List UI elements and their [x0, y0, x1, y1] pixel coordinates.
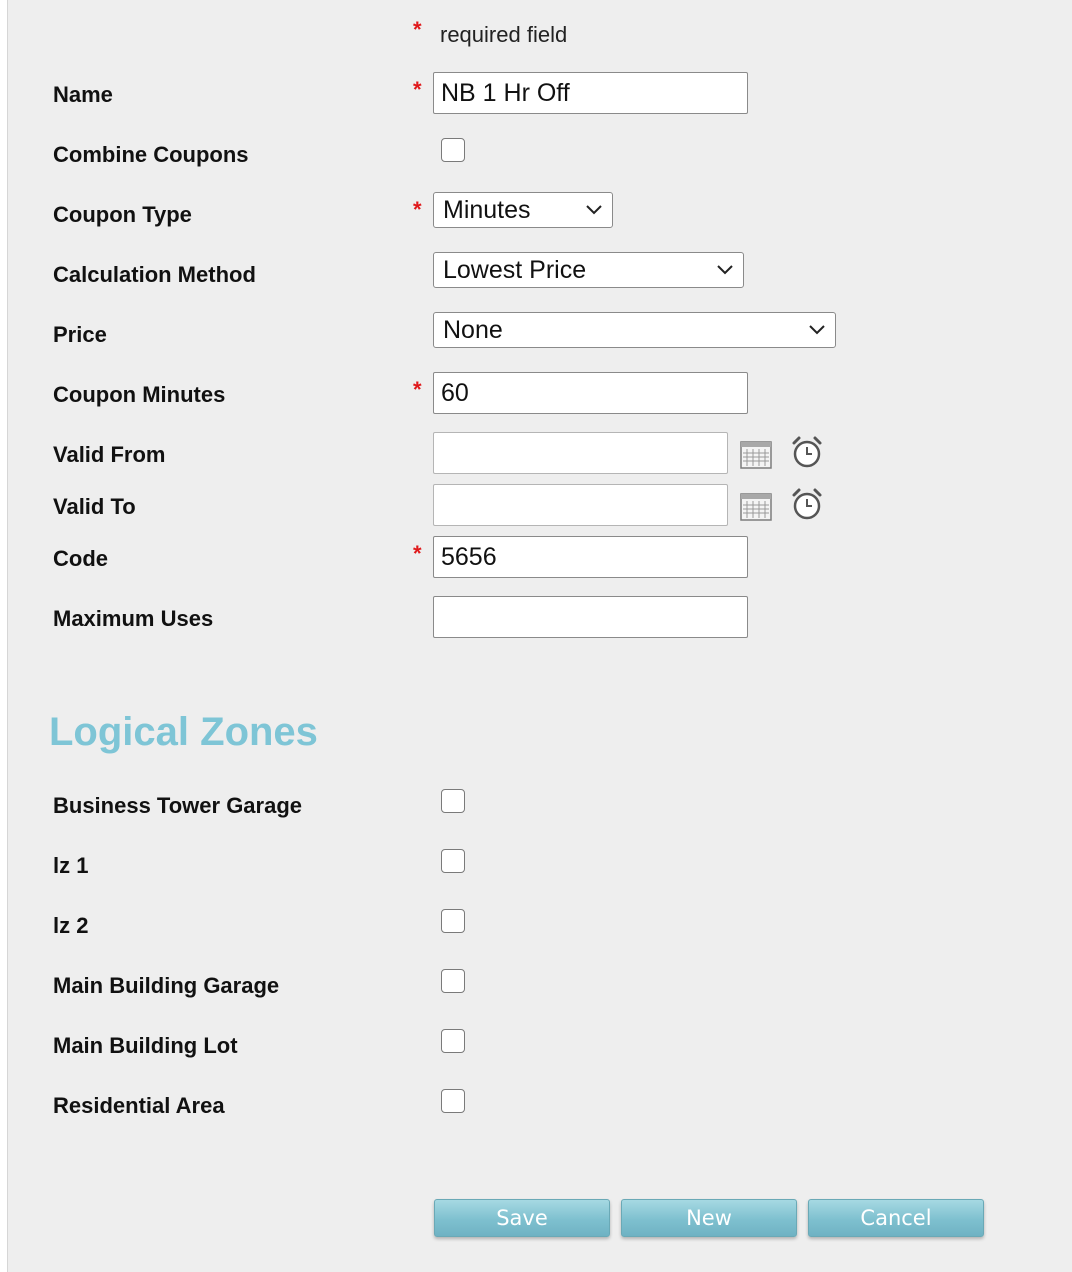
- combine-coupons-checkbox[interactable]: [441, 138, 465, 162]
- name-label: Name: [53, 82, 113, 107]
- zone-label: Residential Area: [53, 1093, 225, 1118]
- name-input[interactable]: [433, 72, 748, 114]
- coupon-type-select[interactable]: [433, 192, 613, 228]
- zone-label: lz 1: [53, 853, 89, 878]
- required-marker: *: [413, 377, 422, 402]
- valid-to-input[interactable]: [433, 484, 728, 526]
- alarm-clock-icon[interactable]: [789, 434, 825, 470]
- zone-checkbox-main-building-lot[interactable]: [441, 1029, 465, 1053]
- zone-checkbox-business-tower-garage[interactable]: [441, 789, 465, 813]
- calendar-icon[interactable]: [738, 436, 774, 472]
- zone-label: Main Building Lot: [53, 1033, 238, 1058]
- required-marker: *: [413, 541, 422, 566]
- chevron-down-icon: [807, 313, 827, 347]
- save-button[interactable]: Save: [434, 1199, 610, 1237]
- coupon-type-value: Minutes: [443, 196, 531, 224]
- price-value: None: [443, 316, 503, 344]
- zone-checkbox-main-building-garage[interactable]: [441, 969, 465, 993]
- price-select[interactable]: [433, 312, 836, 348]
- alarm-clock-icon[interactable]: [789, 486, 825, 522]
- coupon-form-panel: [7, 0, 1072, 1272]
- zone-label: Business Tower Garage: [53, 793, 303, 818]
- calendar-icon[interactable]: [738, 488, 774, 524]
- required-marker: *: [413, 197, 422, 222]
- new-button[interactable]: New: [621, 1199, 797, 1237]
- zone-checkbox-lz-1[interactable]: [441, 849, 465, 873]
- required-field-note: required field: [440, 22, 568, 47]
- required-marker: *: [413, 77, 422, 102]
- maximum-uses-label: Maximum Uses: [53, 606, 214, 631]
- coupon-minutes-input[interactable]: [433, 372, 748, 414]
- required-marker: *: [413, 17, 422, 42]
- valid-from-input[interactable]: [433, 432, 728, 474]
- coupon-type-label: Coupon Type: [53, 202, 192, 227]
- chevron-down-icon: [715, 253, 735, 287]
- price-label: Price: [53, 322, 107, 347]
- code-input[interactable]: [433, 536, 748, 578]
- zone-label: Main Building Garage: [53, 973, 280, 998]
- calculation-method-label: Calculation Method: [53, 262, 256, 287]
- code-label: Code: [53, 546, 108, 571]
- valid-from-label: Valid From: [53, 442, 166, 467]
- zone-label: lz 2: [53, 913, 89, 938]
- calculation-method-value: Lowest Price: [443, 256, 587, 284]
- coupon-minutes-label: Coupon Minutes: [53, 382, 226, 407]
- logical-zones-heading: Logical Zones: [49, 710, 318, 754]
- zone-checkbox-residential-area[interactable]: [441, 1089, 465, 1113]
- chevron-down-icon: [584, 193, 604, 227]
- valid-to-label: Valid To: [53, 494, 136, 519]
- cancel-button[interactable]: Cancel: [808, 1199, 984, 1237]
- calculation-method-select[interactable]: [433, 252, 744, 288]
- maximum-uses-input[interactable]: [433, 596, 748, 638]
- zone-checkbox-lz-2[interactable]: [441, 909, 465, 933]
- combine-coupons-label: Combine Coupons: [53, 142, 249, 167]
